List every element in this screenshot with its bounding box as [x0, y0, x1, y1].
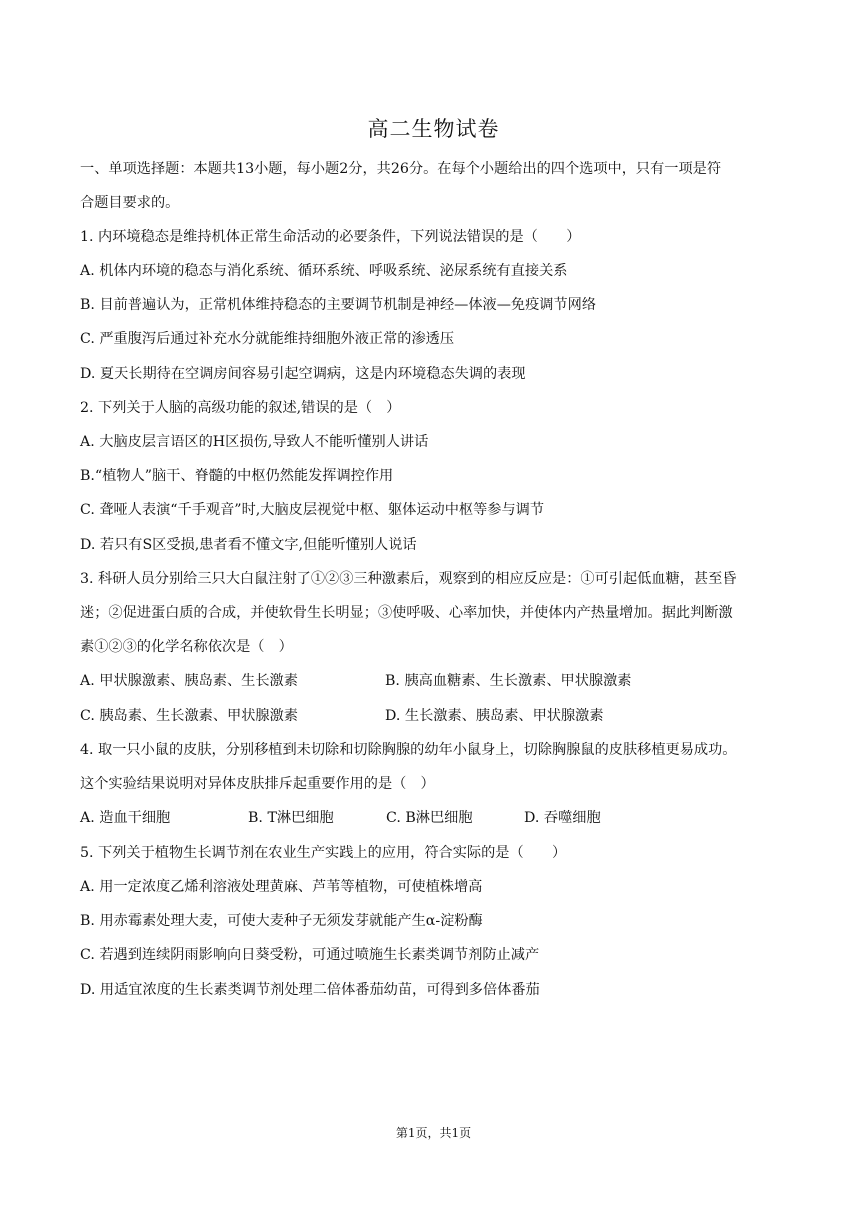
question-2-stem: 2. 下列关于人脑的高级功能的叙述,错误的是（ ）: [80, 400, 401, 416]
question-1-option-a: A. 机体内环境的稳态与消化系统、循环系统、呼吸系统、泌尿系统有直接关系: [80, 263, 568, 279]
question-3-stem-line1: 3. 科研人员分别给三只大白鼠注射了①②③三种激素后，观察到的相应反应是：①可引起低血糖，甚至昏: [80, 571, 737, 587]
question-3-stem-line3: 素①②③的化学名称依次是（ ）: [80, 639, 293, 655]
question-4-option-c: C. B淋巴细胞: [386, 810, 473, 826]
question-5-option-a: A. 用一定浓度乙烯利溶液处理黄麻、芦苇等植物，可使植株增高: [80, 879, 483, 895]
question-4-option-a: A. 造血干细胞: [80, 810, 171, 826]
question-1-option-d: D. 夏天长期待在空调房间容易引起空调病，这是内环境稳态失调的表现: [80, 366, 526, 382]
section-header-line2: 合题目要求的。: [80, 195, 180, 211]
question-3-option-d: D. 生长激素、胰岛素、甲状腺激素: [385, 708, 604, 724]
question-5-option-b: B. 用赤霉素处理大麦，可使大麦种子无须发芽就能产生α-淀粉酶: [80, 913, 483, 929]
question-1-option-c: C. 严重腹泻后通过补充水分就能维持细胞外液正常的渗透压: [80, 331, 455, 347]
question-2-option-a: A. 大脑皮层言语区的H区损伤,导致人不能听懂别人讲话: [80, 434, 429, 450]
question-1-option-b: B. 目前普遍认为，正常机体维持稳态的主要调节机制是神经—体液—免疫调节网络: [80, 297, 597, 313]
question-2-option-b: B.“植物人”脑干、脊髓的中枢仍然能发挥调控作用: [80, 468, 394, 484]
question-3-stem-line2: 迷；②促进蛋白质的合成，并使软骨生长明显；③使呼吸、心率加快，并使体内产热量增加。据此判断激: [80, 605, 733, 621]
question-5-option-d: D. 用适宜浓度的生长素类调节剂处理二倍体番茄幼苗，可得到多倍体番茄: [80, 982, 540, 998]
question-3-option-c: C. 胰岛素、生长激素、甲状腺激素: [80, 708, 298, 724]
page-footer: 第1页，共1页: [395, 1126, 472, 1140]
question-2-option-c: C. 聋哑人表演“千手观音”时,大脑皮层视觉中枢、躯体运动中枢等参与调节: [80, 502, 545, 518]
question-4-stem-line1: 4. 取一只小鼠的皮肤，分别移植到未切除和切除胸腺的幼年小鼠身上，切除胸腺鼠的皮肤移植更易成功。: [80, 742, 737, 758]
page-title: 高二生物试卷: [367, 117, 500, 141]
question-1-stem: 1. 内环境稳态是维持机体正常生命活动的必要条件，下列说法错误的是（ ）: [80, 229, 581, 245]
question-4-stem-line2: 这个实验结果说明对异体皮肤排斥起重要作用的是（ ）: [80, 776, 435, 792]
question-5-stem: 5. 下列关于植物生长调节剂在农业生产实践上的应用，符合实际的是（ ）: [80, 845, 567, 861]
question-5-option-c: C. 若遇到连续阴雨影响向日葵受粉，可通过喷施生长素类调节剂防止减产: [80, 947, 540, 963]
question-4-option-d: D. 吞噬细胞: [524, 810, 601, 826]
question-4-option-b: B. T淋巴细胞: [248, 810, 334, 826]
question-2-option-d: D. 若只有S区受损,患者看不懂文字,但能听懂别人说话: [80, 537, 417, 553]
section-header-line1: 一、单项选择题：本题共13小题，每小题2分，共26分。在每个小题给出的四个选项中，只有一项是符: [80, 161, 722, 177]
question-3-option-b: B. 胰高血糖素、生长激素、甲状腺激素: [385, 673, 632, 689]
question-3-option-a: A. 甲状腺激素、胰岛素、生长激素: [80, 673, 298, 689]
